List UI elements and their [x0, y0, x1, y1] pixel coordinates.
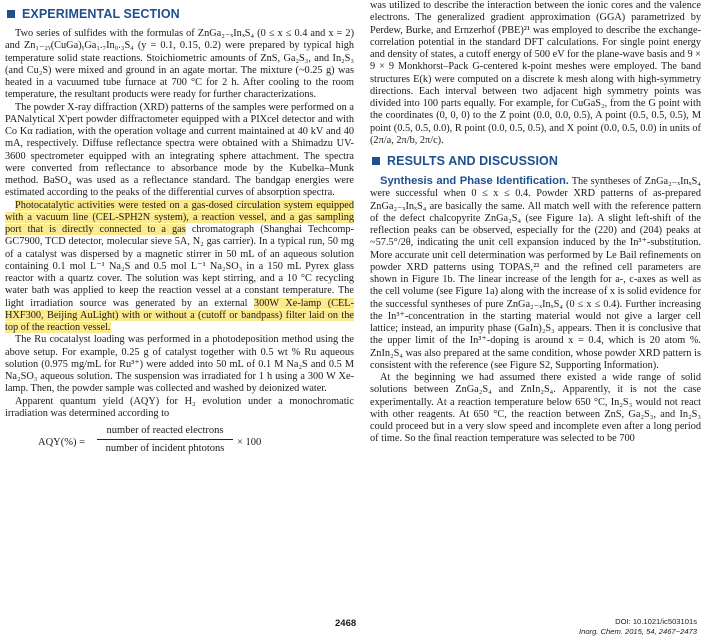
paragraph: Two series of sulfides with the formulas of ZnGa₂₋ₓInₓS₄ (0 ≤ x ≤ 0.4 and x = 2) and Zn₁₋₂ᵧ(CuGa)ᵧGa₁.₇In₀.₃S₄ (y = 0.1, 0.15, 0.2) were prepared by typical high temperature solid state reactions. Stoichiometric amounts of ZnS, Ga₂S₃, and In₂S₃ (and Cu₂S) were mixed and ground in an agate mortar. The mixture (~0.25 g) was heated in a vacuumed tube furnace at 700 °C for 2 h. After cooling to the room temperature, the resultant products were ready for further characterizations. [5, 28, 354, 101]
paragraph-photocatalytic [5, 200, 354, 335]
paragraph: The powder X-ray diffraction (XRD) patterns of the samples were performed on a PANalytical X'pert powder diffractometer equipped with a PIXcel detector and with Co Kα radiation, with the operation voltage and current maintained at 40 kV and 40 mA, respectively. Diffuse reflectance spectra were obtained with a Shimadzu UV-3600 spectrometer equipped with an integrating sphere attachment. The spectra were converted from reflectance to absorbance mode by the Kubelka–Munk method. BaSO₄ was used as a reflectance standard. The bandgap energies were estimated according to the peaks of the differential curves of absorption spectra. [5, 101, 354, 199]
section-square-icon [7, 10, 15, 18]
equation-denominator: number of incident phtotons [105, 443, 225, 455]
paragraph-text: The syntheses of ZnGa₂₋ₓInₓS₄ were successful when 0 ≤ x ≤ 0.4. Powder XRD patterns of as-prepared ZnGa₂₋ₓInₓS₄ are basically the same. All match well with the reference pattern of the defect chalcopyrite ZnGa₂S₄ (see Figure 1a). A slight left-shift of the reflection peaks can be observed, especially for the (220) and (204) peaks at ~57.5°/2θ, indicating the unit cell expansion induced by the In³⁺-substitution. More accurate unit cell determination was performed by Le Bail refinements on powder XRD patterns using TOPAS,²² and the refined cell parameters are shown in Figure 1b. The linear increase of the length for a-, c-axes as well as the cell volume (see Figure 1a) along with the increase of x is solid evidence for the successful syntheses of pure ZnGa₂₋ₓInₓS₄ (0 ≤ x ≤ 0.4). Further increasing the In³⁺-concentration in the starting material would not give a larger cell lattice; instead, an impurity phase (GaIn)₂S₃ appears. Then it is conclusive that the upper limit of the In³⁺-doping is around x = 0.4, which is 20 atom %. ZnIn₂S₄ was also prepared at the same condition, whose powder XRD pattern is consistent with the reference (see Figure S2, Supporting Information). [370, 176, 701, 371]
paragraph: The Ru cocatalyst loading was performed in a photodeposition method using the above setup. For example, 0.25 g of catalyst together with 0.5 wt % Ru aqueous solution (0.975 mg/mL for Ru³⁺) were added into 50 mL of 0.1 M Na₂S and 0.5 M Na₂SO₃ aqueous solution. The suspension was irradiated for 1 h using a 300 W Xe-lamp. Then, the powder sample was collected and washed by deionized water. [5, 334, 354, 395]
paragraph [370, 175, 701, 372]
equation-rhs: × 100 [237, 437, 262, 448]
highlight[interactable]: 300W Xe-lamp (CEL-HXF300, Beijing AuLight) with or without a (cutoff or bandpass) filter laid on the top of the reaction vessel. [5, 297, 354, 333]
doi-link[interactable]: DOI: 10.1021/ic503101s [615, 617, 697, 626]
page-number: 2468 [335, 618, 357, 629]
section-heading-experimental: EXPERIMENTAL SECTION [5, 7, 354, 22]
right-column [370, 0, 701, 446]
subsection-heading: Synthesis and Phase Identification. [380, 175, 569, 187]
section-heading-results: RESULTS AND DISCUSSION [370, 154, 701, 169]
paragraph: Apparent quantum yield (AQY) for H₂ evolution under a monochromatic irradiation was determined according to [5, 395, 354, 419]
journal-citation: Inorg. Chem. 2015, 54, 2467−2473 [578, 626, 697, 636]
section-square-icon [372, 157, 380, 165]
paragraph: At the beginning we had assumed there existed a wide range of solid solutions between ZnGa₂S₄ and ZnIn₂S₄. Apparently, it is not the case experimentally. At a reaction temperature below 650 °C, In₂S₃ would not react with other reagents. At 650 °C, the reaction between ZnS, Ga₂S₃, and In₂S₃ could proceed but in a very slow speed and incomplete even after a long period of time. So the final reaction temperature was selected to be 700 [370, 372, 701, 445]
equation-numerator: number of reacted electrons [97, 425, 233, 440]
doi-block [579, 617, 697, 636]
left-column [5, 0, 354, 464]
paragraph: was utilized to describe the interaction between the ionic cores and the valence electrons. The generalized gradient approximation (GGA) parametrized by Perdew, Burke, and Ernzerhof (PBE)²¹ was employed to describe the exchange-correlation potential in the standard DFT calculations. For single point energy and density of states, a cutoff energy of 500 eV for the plane-wave basis and 9 × 9 × 9 Monkhorst–Pack G-centered k-point meshes were employed. The band structures E(k) were computed on a discrete k mesh along with high-symmetry directions. Each interval between two adjacent high symmetry points was divided into 100 parts equally. For example, for CuGaS₂, from the G point with the coordinates (0, 0, 0) to the Z point (0.0, 0.0, 0.5), A point (0.5, 0.5, 0.5), M point (0.5, 0.5, 0.0), R point (0.0, 0.5, 0.5), and X point (0.0, 0.5, 0.0) in units of (2π/a, 2π/b, 2π/c). [370, 0, 701, 146]
aqy-equation [5, 424, 354, 464]
equation-lhs: AQY(%) = [38, 437, 86, 448]
highlight[interactable]: Photocatalytic activities were tested on a gas-dosed circulation system equipped with a vacuum line (CEL-SPH2N system), a reaction vessel, and a gas sampling port that is directly connected to a gas [5, 199, 354, 235]
paragraph-text: chromatograph (Shanghai Techcomp-GC7900, TCD detector, molecular sieve 5A, N₂ gas carrier). In a typical run, 50 mg of a catalyst was dispersed by a magnetic stirrer in 50 mL of an aqueous solution containing 0.1 mol L⁻¹ Na₂S and 0.5 mol L⁻¹ Na₂SO₃ in a 150 mL Pyrex glass reactor with a quartz cover. The solution was kept stirring, and a 10 °C recycling water bath was applied to keep the reaction vessel at a constant temperature. The light irradiation source was generated by an external [5, 224, 354, 309]
equation-fraction [97, 425, 233, 456]
